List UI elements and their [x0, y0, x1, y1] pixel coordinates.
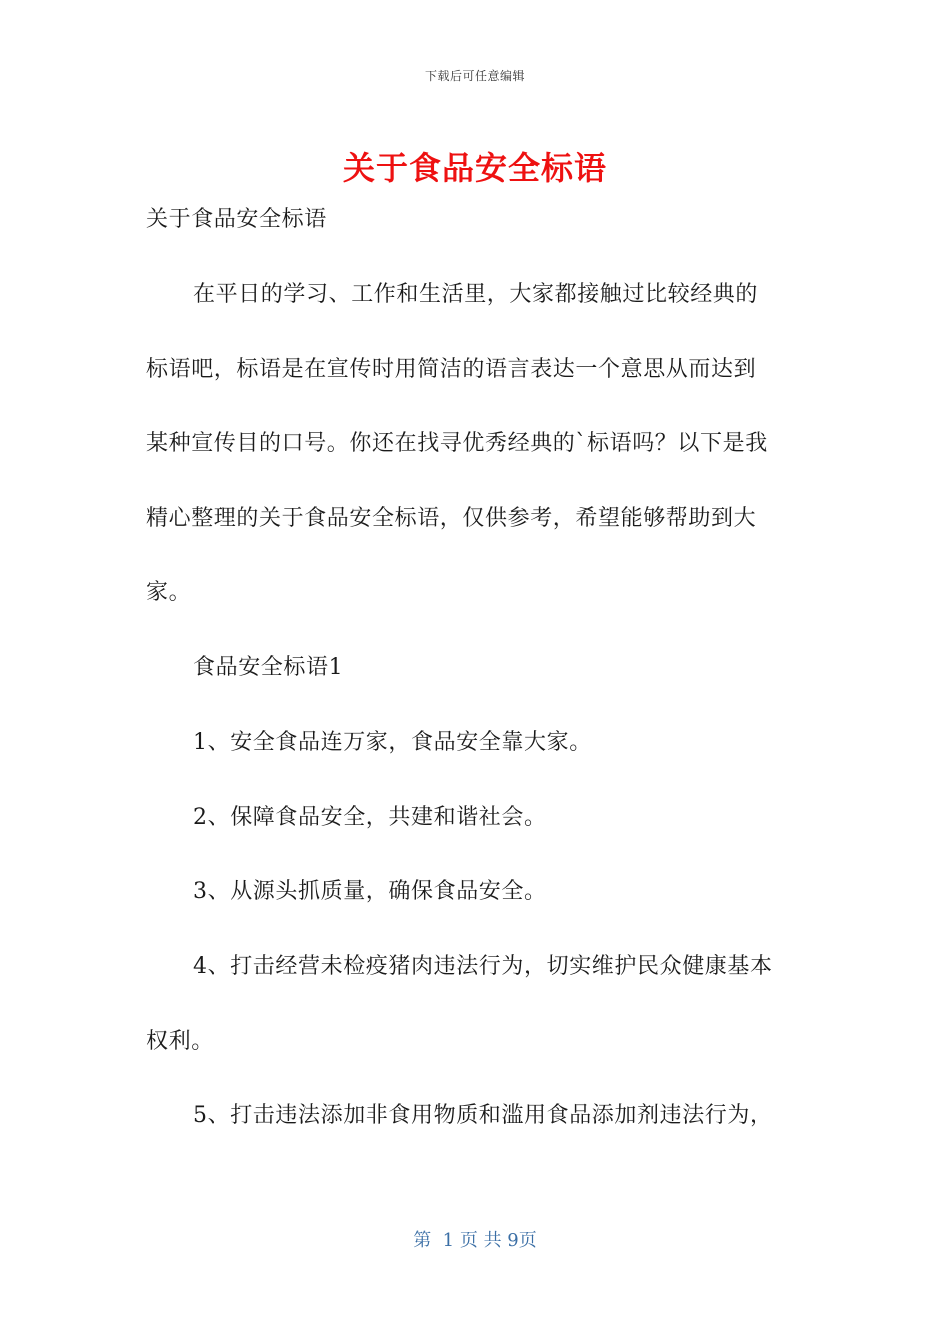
slogan-item: 5、打击违法添加非食用物质和滥用食品添加剂违法行为， — [193, 1103, 773, 1128]
section-heading: 食品安全标语1 — [193, 655, 344, 680]
intro-line: 标语吧，标语是在宣传时用简洁的语言表达一个意思从而达到 — [146, 357, 757, 382]
slogan-item: 1、安全食品连万家，食品安全靠大家。 — [193, 730, 592, 755]
intro-line: 家。 — [146, 580, 192, 605]
intro-line: 某种宣传目的口号。你还在找寻优秀经典的`标语吗？以下是我 — [146, 431, 768, 456]
slogan-item: 3、从源头抓质量，确保食品安全。 — [193, 879, 547, 904]
document-subtitle: 关于食品安全标语 — [146, 207, 327, 232]
slogan-item: 4、打击经营未检疫猪肉违法行为，切实维护民众健康基本 — [193, 954, 773, 979]
slogan-item: 2、保障食品安全，共建和谐社会。 — [193, 805, 547, 830]
intro-line: 精心整理的关于食品安全标语，仅供参考，希望能够帮助到大 — [146, 506, 757, 531]
slogan-item-continuation: 权利。 — [146, 1029, 214, 1054]
page-number: 第 1 页 共 9页 — [413, 1230, 537, 1251]
header-note: 下载后可任意编辑 — [424, 69, 525, 83]
document-title: 关于食品安全标语 — [342, 149, 607, 187]
intro-line: 在平日的学习、工作和生活里，大家都接触过比较经典的 — [193, 282, 759, 307]
